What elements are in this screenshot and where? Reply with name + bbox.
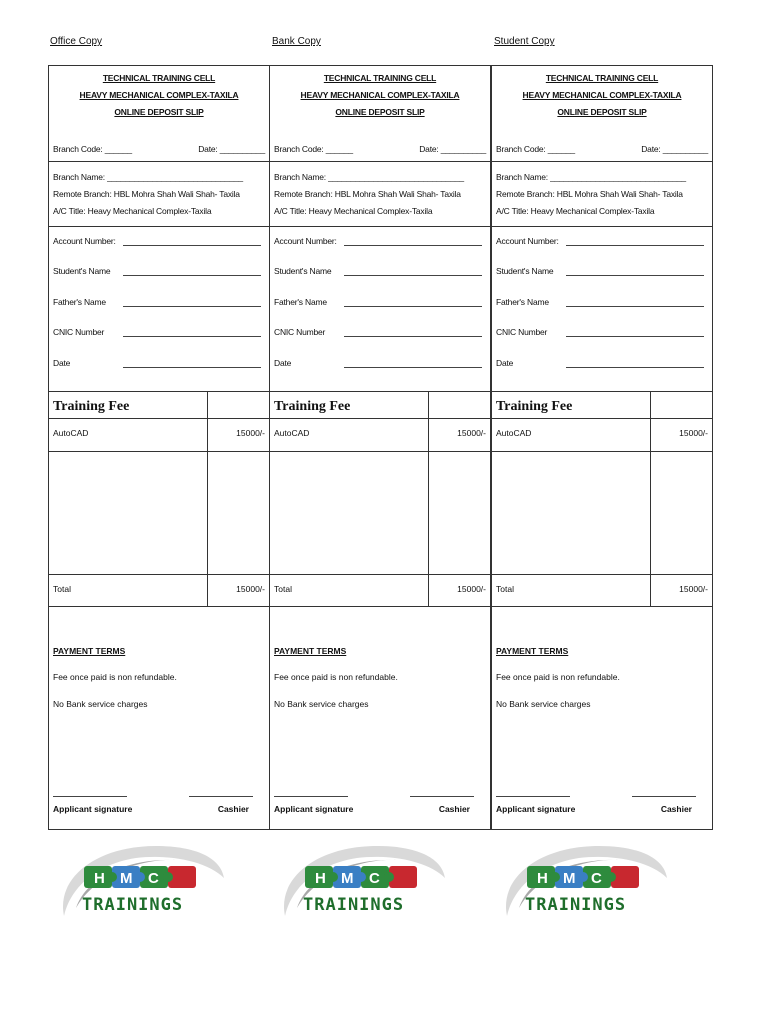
form-field xyxy=(53,236,265,250)
field-label: Father's Name xyxy=(496,297,549,307)
term-item: No Bank service charges xyxy=(53,699,148,709)
field-label: Student's Name xyxy=(53,266,111,276)
logo-letter: M xyxy=(120,870,133,887)
fee-heading: Training Fee xyxy=(274,399,351,414)
header-line2: HEAVY MECHANICAL COMPLEX-TAXILA xyxy=(300,90,460,100)
header-line3: ONLINE DEPOSIT SLIP xyxy=(557,107,647,117)
logo-text: TRAININGS xyxy=(303,895,405,915)
slip-header xyxy=(49,70,269,121)
field-label: Account Number: xyxy=(53,236,116,246)
fee-amount: 15000/- xyxy=(236,428,265,438)
form-field xyxy=(496,266,708,280)
payment-terms-title: PAYMENT TERMS xyxy=(53,646,126,656)
remote-branch: Remote Branch: HBL Mohra Shah Wali Shah- Taxila xyxy=(53,189,240,199)
applicant-signature-label: Applicant signature xyxy=(53,804,133,814)
total-label: Total xyxy=(496,584,514,594)
branch-code-row xyxy=(53,144,265,154)
header-line3: ONLINE DEPOSIT SLIP xyxy=(114,107,204,117)
field-blank[interactable] xyxy=(344,245,482,246)
fee-item: AutoCAD xyxy=(496,428,532,438)
slip-header xyxy=(270,70,490,121)
divider xyxy=(270,391,490,392)
form-field xyxy=(274,327,486,341)
divider xyxy=(492,418,712,419)
hmc-puzzle-logo-icon xyxy=(499,838,669,928)
logo-letter: H xyxy=(94,870,105,887)
logo-text: TRAININGS xyxy=(82,895,184,915)
cashier-signature-line[interactable] xyxy=(410,796,474,797)
divider xyxy=(492,391,712,392)
branch-code-row xyxy=(274,144,486,154)
term-item: No Bank service charges xyxy=(274,699,369,709)
total-label: Total xyxy=(53,584,71,594)
field-blank[interactable] xyxy=(566,275,704,276)
account-title: A/C Title: Heavy Mechanical Complex-Taxila xyxy=(496,206,655,216)
field-label: Student's Name xyxy=(274,266,332,276)
remote-branch: Remote Branch: HBL Mohra Shah Wali Shah- Taxila xyxy=(274,189,461,199)
hmc-trainings-logo xyxy=(277,838,447,928)
divider xyxy=(49,574,269,575)
copy-label-bank: Bank Copy xyxy=(272,36,321,47)
form-field xyxy=(496,358,708,372)
field-blank[interactable] xyxy=(566,306,704,307)
field-blank[interactable] xyxy=(123,245,261,246)
field-blank[interactable] xyxy=(123,275,261,276)
payment-terms-title: PAYMENT TERMS xyxy=(496,646,569,656)
deposit-slip-bank xyxy=(269,65,491,830)
field-blank[interactable] xyxy=(566,367,704,368)
field-label: Father's Name xyxy=(53,297,106,307)
divider xyxy=(492,161,712,162)
branch-name: Branch Name: ______________________________ xyxy=(496,172,686,182)
fee-heading: Training Fee xyxy=(496,399,573,414)
form-field xyxy=(53,266,265,280)
header-line2: HEAVY MECHANICAL COMPLEX-TAXILA xyxy=(522,90,682,100)
form-field xyxy=(53,297,265,311)
field-label: Date xyxy=(496,358,514,368)
term-item: Fee once paid is non refundable. xyxy=(53,672,177,682)
term-item: No Bank service charges xyxy=(496,699,591,709)
date-field: Date: __________ xyxy=(198,144,265,154)
field-label: Student's Name xyxy=(496,266,554,276)
total-amount: 15000/- xyxy=(236,584,265,594)
field-blank[interactable] xyxy=(344,275,482,276)
logo-letter: M xyxy=(341,870,354,887)
form-field xyxy=(496,327,708,341)
account-title: A/C Title: Heavy Mechanical Complex-Taxila xyxy=(53,206,212,216)
field-blank[interactable] xyxy=(566,245,704,246)
copy-label-office: Office Copy xyxy=(50,36,103,47)
divider xyxy=(270,226,490,227)
cashier-signature-line[interactable] xyxy=(189,796,253,797)
cashier-label: Cashier xyxy=(217,804,249,814)
branch-code: Branch Code: ______ xyxy=(274,144,353,154)
term-item: Fee once paid is non refundable. xyxy=(274,672,398,682)
hmc-puzzle-logo-icon xyxy=(277,838,447,928)
deposit-slip-office xyxy=(48,65,270,830)
header-line1: TECHNICAL TRAINING CELL xyxy=(545,73,659,83)
logo-letter: C xyxy=(148,870,159,887)
header-line1: TECHNICAL TRAINING CELL xyxy=(323,73,437,83)
total-label: Total xyxy=(274,584,292,594)
applicant-signature-line[interactable] xyxy=(53,796,127,797)
divider xyxy=(49,226,269,227)
field-label: Date xyxy=(53,358,71,368)
field-label: CNIC Number xyxy=(53,327,105,337)
fee-amount: 15000/- xyxy=(679,428,708,438)
form-field xyxy=(53,358,265,372)
cashier-label: Cashier xyxy=(438,804,470,814)
payment-terms-title: PAYMENT TERMS xyxy=(274,646,347,656)
account-title: A/C Title: Heavy Mechanical Complex-Taxila xyxy=(274,206,433,216)
hmc-trainings-logo xyxy=(56,838,226,928)
hmc-trainings-logo xyxy=(499,838,669,928)
cashier-signature-line[interactable] xyxy=(632,796,696,797)
branch-name: Branch Name: ______________________________ xyxy=(53,172,243,182)
copy-label-student: Student Copy xyxy=(494,36,555,47)
cashier-label: Cashier xyxy=(660,804,692,814)
divider xyxy=(270,574,490,575)
fee-heading: Training Fee xyxy=(53,399,130,414)
logo-letter: C xyxy=(591,870,602,887)
date-field: Date: __________ xyxy=(419,144,486,154)
field-label: Account Number: xyxy=(496,236,559,246)
divider xyxy=(270,418,490,419)
form-field xyxy=(274,358,486,372)
divider xyxy=(492,606,712,607)
field-blank[interactable] xyxy=(566,336,704,337)
term-item: Fee once paid is non refundable. xyxy=(496,672,620,682)
field-label: Father's Name xyxy=(274,297,327,307)
form-field xyxy=(274,297,486,311)
divider xyxy=(49,606,269,607)
header-line3: ONLINE DEPOSIT SLIP xyxy=(335,107,425,117)
header-line2: HEAVY MECHANICAL COMPLEX-TAXILA xyxy=(79,90,239,100)
divider xyxy=(49,451,269,452)
divider xyxy=(270,161,490,162)
fee-item: AutoCAD xyxy=(274,428,310,438)
field-blank[interactable] xyxy=(344,367,482,368)
logo-letter: C xyxy=(369,870,380,887)
form-field xyxy=(496,236,708,250)
applicant-signature-line[interactable] xyxy=(496,796,570,797)
logo-letter: M xyxy=(563,870,576,887)
logo-letter: H xyxy=(315,870,326,887)
field-blank[interactable] xyxy=(344,336,482,337)
applicant-signature-label: Applicant signature xyxy=(274,804,354,814)
applicant-signature-line[interactable] xyxy=(274,796,348,797)
field-label: Date xyxy=(274,358,292,368)
branch-code-row xyxy=(496,144,708,154)
deposit-slip-student xyxy=(491,65,713,830)
divider xyxy=(49,161,269,162)
form-field xyxy=(274,236,486,250)
field-label: Account Number: xyxy=(274,236,337,246)
date-field: Date: __________ xyxy=(641,144,708,154)
hmc-puzzle-logo-icon xyxy=(56,838,226,928)
field-label: CNIC Number xyxy=(496,327,548,337)
divider xyxy=(49,418,269,419)
form-field xyxy=(53,327,265,341)
total-amount: 15000/- xyxy=(679,584,708,594)
field-blank[interactable] xyxy=(344,306,482,307)
logo-letter: H xyxy=(537,870,548,887)
header-line1: TECHNICAL TRAINING CELL xyxy=(102,73,216,83)
field-blank[interactable] xyxy=(123,306,261,307)
divider xyxy=(492,226,712,227)
applicant-signature-label: Applicant signature xyxy=(496,804,576,814)
field-blank[interactable] xyxy=(123,336,261,337)
divider xyxy=(270,451,490,452)
form-field xyxy=(274,266,486,280)
field-label: CNIC Number xyxy=(274,327,326,337)
logo-text: TRAININGS xyxy=(525,895,627,915)
branch-code: Branch Code: ______ xyxy=(53,144,132,154)
remote-branch: Remote Branch: HBL Mohra Shah Wali Shah- Taxila xyxy=(496,189,683,199)
branch-code: Branch Code: ______ xyxy=(496,144,575,154)
total-amount: 15000/- xyxy=(457,584,486,594)
fee-amount: 15000/- xyxy=(457,428,486,438)
divider xyxy=(492,451,712,452)
divider xyxy=(270,606,490,607)
form-field xyxy=(496,297,708,311)
slip-header xyxy=(492,70,712,121)
branch-name: Branch Name: ______________________________ xyxy=(274,172,464,182)
fee-item: AutoCAD xyxy=(53,428,89,438)
divider xyxy=(49,391,269,392)
field-blank[interactable] xyxy=(123,367,261,368)
divider xyxy=(492,574,712,575)
